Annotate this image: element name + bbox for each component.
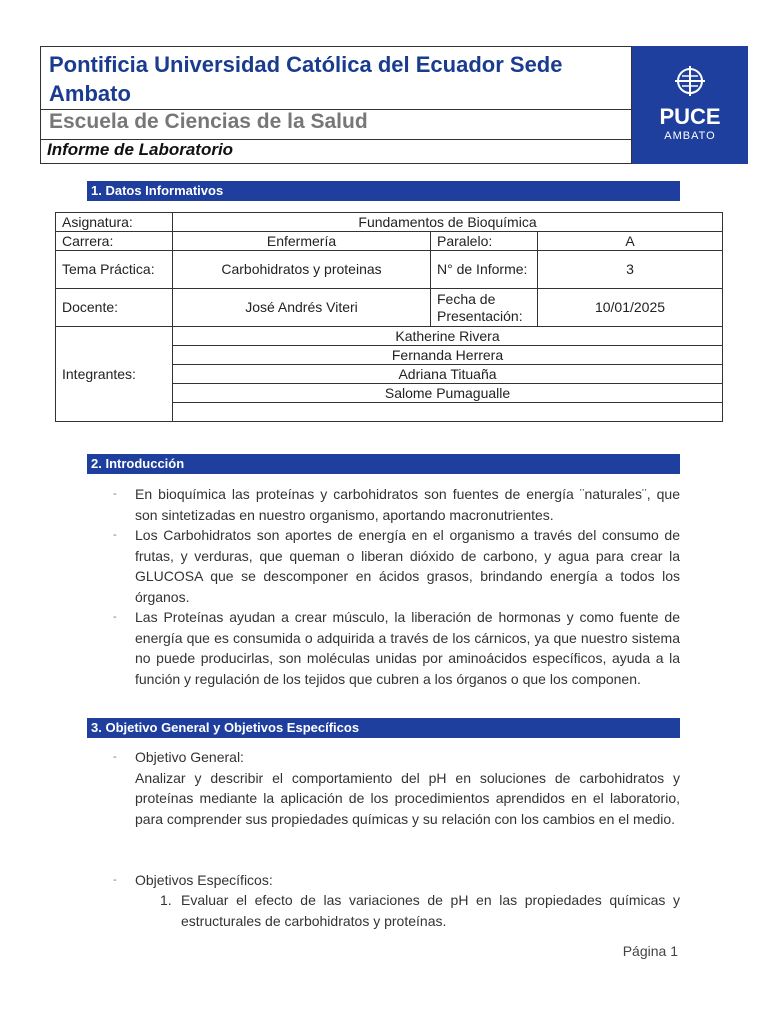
table-row bbox=[56, 232, 723, 251]
report-title: Informe de Laboratorio bbox=[47, 140, 234, 159]
asignatura-label: Asignatura: bbox=[56, 213, 173, 232]
docente-value: José Andrés Viteri bbox=[173, 289, 431, 327]
tema-value: Carbohidratos y proteinas bbox=[173, 251, 431, 289]
fecha-value: 10/01/2025 bbox=[538, 289, 723, 327]
specific-objectives-label: - Objetivos Específicos: bbox=[135, 870, 680, 891]
page-number: Página 1 bbox=[622, 943, 678, 959]
puce-logo bbox=[632, 46, 748, 164]
table-row bbox=[56, 251, 723, 289]
list-number: 1. bbox=[160, 892, 172, 908]
table-row bbox=[56, 213, 723, 232]
fecha-label: Fecha de Presentación: bbox=[431, 289, 538, 327]
section-heading-objetivos: 3. Objetivo General y Objetivos Específicos bbox=[87, 718, 680, 738]
table-row bbox=[56, 327, 723, 346]
informe-value: 3 bbox=[538, 251, 723, 289]
logo-subtext: AMBATO bbox=[664, 130, 716, 142]
university-title: Pontificia Universidad Católica del Ecuador Sede Ambato bbox=[49, 52, 563, 106]
integrante-name: Salome Pumagualle bbox=[173, 384, 723, 403]
objectives-general bbox=[135, 747, 680, 829]
paralelo-value: A bbox=[538, 232, 723, 251]
integrante-name: Katherine Rivera bbox=[173, 327, 723, 346]
integrante-name: Adriana Tituaña bbox=[173, 365, 723, 384]
objectives-specific bbox=[135, 870, 680, 891]
document-header bbox=[40, 46, 632, 164]
section-heading-introduccion: 2. Introducción bbox=[87, 454, 680, 474]
docente-label: Docente: bbox=[56, 289, 173, 327]
tema-label: Tema Práctica: bbox=[56, 251, 173, 289]
integrante-empty bbox=[173, 403, 723, 422]
general-objective-label: - Objetivo General: bbox=[135, 747, 680, 768]
school-name: Escuela de Ciencias de la Salud bbox=[49, 110, 368, 133]
integrantes-label: Integrantes: bbox=[56, 327, 173, 422]
list-item-text: Evaluar el efecto de las variaciones de pH en las propiedades químicas y estructurales de carbohidratos y proteínas. bbox=[181, 892, 680, 929]
asignatura-value: Fundamentos de Bioquímica bbox=[173, 213, 723, 232]
list-item: - Las Proteínas ayudan a crear músculo, la liberación de hormonas y como fuente de energía que es consumida o adquirida a través de los cárnicos, ya que nuestro sistema no puede producirlas, son moléculas unidas por aminoácidos específicos, ayuda a la función y regulación de los tejidos que cubren a los órganos o que los componen. bbox=[135, 607, 680, 689]
carrera-value: Enfermería bbox=[173, 232, 431, 251]
integrante-name: Fernanda Herrera bbox=[173, 346, 723, 365]
list-item bbox=[160, 890, 680, 931]
carrera-label: Carrera: bbox=[56, 232, 173, 251]
info-table bbox=[55, 212, 723, 422]
paralelo-label: Paralelo: bbox=[431, 232, 538, 251]
logo-text: PUCE bbox=[659, 104, 721, 129]
table-row bbox=[56, 289, 723, 327]
informe-label: N° de Informe: bbox=[431, 251, 538, 289]
section-heading-datos: 1. Datos Informativos bbox=[87, 181, 680, 201]
list-item: - Los Carbohidratos son aportes de energía en el organismo a través del consumo de frutas, y verduras, que queman o liberan dióxido de carbono, y agua para crear la GLUCOSA que se descomponer en ácidos grasos, brindando energía a todos los órganos. bbox=[135, 525, 680, 607]
list-item: - En bioquímica las proteínas y carbohidratos son fuentes de energía ¨naturales¨, que son sintetizadas en nuestro organismo, aportando macronutrientes. bbox=[135, 484, 680, 525]
puce-crest-icon bbox=[673, 64, 707, 98]
specific-objectives-list bbox=[160, 890, 680, 931]
intro-list bbox=[135, 484, 680, 689]
general-objective-text: Analizar y describir el comportamiento del pH en soluciones de carbohidratos y proteínas mediante la aplicación de los procedimientos aprendidos en el laboratorio, para comprender sus propiedades químicas y su relación con los cambios en el medio. bbox=[135, 769, 680, 827]
